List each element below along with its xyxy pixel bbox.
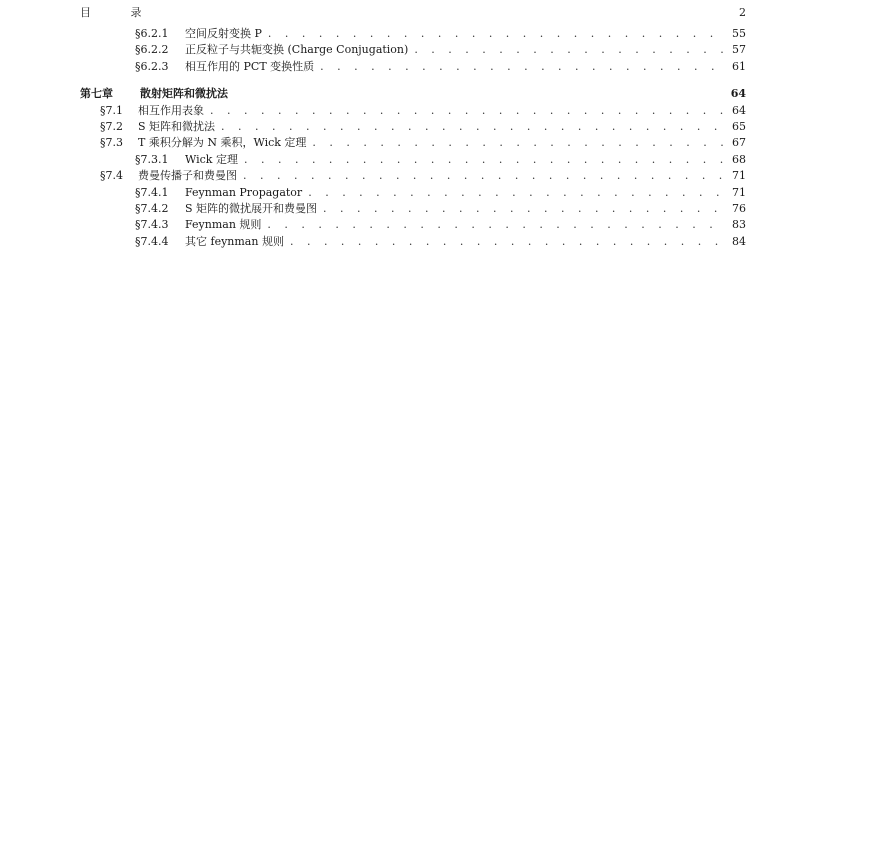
toc-entry-title: T 乘积分解为 N 乘积，Wick 定理 bbox=[138, 136, 307, 150]
toc-entry-section[interactable] bbox=[80, 119, 746, 135]
toc-entry-title: S 矩阵的微扰展开和费曼图 bbox=[185, 201, 318, 215]
toc-entry-page: 83 bbox=[732, 218, 746, 232]
toc-entry-title: 散射矩阵和微扰法 bbox=[140, 87, 228, 101]
toc-entry-title: 空间反射变换 P bbox=[185, 27, 262, 40]
header-title: 目 录 bbox=[80, 6, 160, 19]
toc-entry-page: 84 bbox=[732, 234, 746, 248]
toc-entry-subsection[interactable] bbox=[80, 185, 746, 201]
toc-entry-number: §7.3.1 bbox=[135, 152, 169, 166]
toc-entry-page: 76 bbox=[732, 201, 746, 215]
toc-entry-subsection[interactable] bbox=[80, 26, 746, 42]
dot-leader bbox=[308, 185, 724, 201]
toc-entry-number: §7.4.3 bbox=[135, 218, 169, 232]
toc-entry-title: Feynman 规则 bbox=[185, 218, 262, 232]
toc-entry-number: §6.2.2 bbox=[135, 43, 169, 57]
toc-entry-subsection[interactable] bbox=[80, 42, 746, 58]
toc-entry-number: §7.4.4 bbox=[135, 234, 169, 248]
toc-entry-subsection[interactable] bbox=[80, 217, 746, 233]
toc-entry-number: §6.2.3 bbox=[135, 59, 169, 73]
toc-entry-title: 相互作用表象 bbox=[138, 103, 204, 117]
dot-leader bbox=[414, 42, 724, 58]
table-of-contents bbox=[80, 26, 746, 250]
header-page-number: 2 bbox=[739, 6, 746, 19]
toc-entry-number: §7.4.1 bbox=[135, 185, 169, 199]
dot-leader bbox=[267, 217, 724, 233]
toc-entry-subsection[interactable] bbox=[80, 59, 746, 75]
toc-entry-page: 68 bbox=[732, 152, 746, 166]
toc-entry-number: §7.4.2 bbox=[135, 201, 169, 215]
toc-entry-section[interactable] bbox=[80, 135, 746, 151]
toc-entry-page: 55 bbox=[732, 27, 746, 40]
toc-entry-page: 57 bbox=[732, 43, 746, 57]
toc-entry-title: S 矩阵和微扰法 bbox=[138, 119, 216, 133]
toc-entry-page: 67 bbox=[732, 136, 746, 150]
toc-entry-chapter[interactable] bbox=[80, 86, 746, 102]
toc-entry-page: 65 bbox=[732, 119, 746, 133]
toc-entry-number: §7.3 bbox=[100, 136, 123, 150]
dot-leader bbox=[320, 59, 724, 75]
toc-entry-title: 相互作用的 PCT 变换性质 bbox=[185, 59, 315, 73]
toc-entry-subsection[interactable] bbox=[80, 234, 746, 250]
dot-leader bbox=[210, 103, 724, 119]
toc-entry-number: §7.2 bbox=[100, 119, 123, 133]
toc-entry-number: §7.1 bbox=[100, 103, 123, 117]
dot-leader bbox=[290, 234, 724, 250]
toc-entry-page: 61 bbox=[732, 59, 746, 73]
toc-entry-number: §7.4 bbox=[100, 169, 123, 183]
toc-entry-number: 第七章 bbox=[80, 87, 113, 101]
toc-entry-title: 正反粒子与共轭变换 (Charge Conjugation) bbox=[185, 43, 409, 57]
running-header bbox=[80, 5, 746, 21]
toc-entry-subsection[interactable] bbox=[80, 152, 746, 168]
toc-entry-section[interactable] bbox=[80, 103, 746, 119]
dot-leader bbox=[268, 26, 724, 42]
toc-entry-number: §6.2.1 bbox=[135, 27, 169, 40]
toc-entry-title: Wick 定理 bbox=[185, 152, 238, 166]
toc-entry-title: Feynman Propagator bbox=[185, 185, 303, 199]
toc-entry-title: 费曼传播子和费曼图 bbox=[138, 169, 237, 183]
dot-leader bbox=[323, 201, 724, 217]
dot-leader bbox=[312, 135, 724, 151]
toc-entry-page: 64 bbox=[730, 87, 746, 101]
toc-entry-page: 71 bbox=[732, 185, 746, 199]
toc-entry-page: 71 bbox=[732, 169, 746, 183]
toc-entry-section[interactable] bbox=[80, 168, 746, 184]
dot-leader bbox=[243, 168, 724, 184]
toc-entry-subsection[interactable] bbox=[80, 201, 746, 217]
toc-entry-title: 其它 feynman 规则 bbox=[185, 234, 284, 248]
toc-entry-page: 64 bbox=[732, 103, 746, 117]
dot-leader bbox=[244, 152, 724, 168]
dot-leader bbox=[221, 119, 724, 135]
